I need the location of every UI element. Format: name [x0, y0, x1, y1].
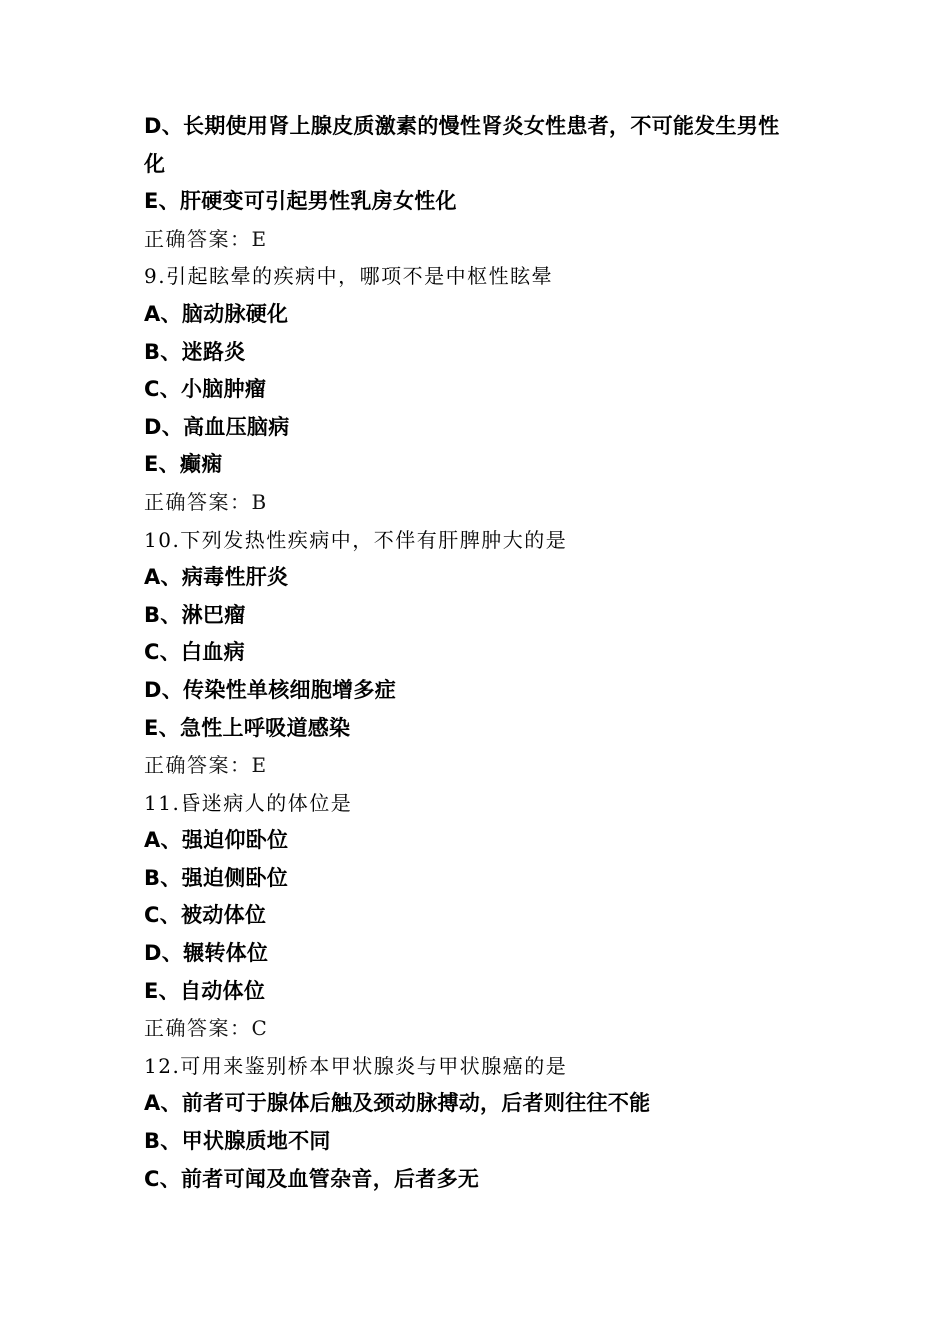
option-c-q11: C、被动体位 [144, 903, 267, 928]
option-c-q12: C、前者可闻及血管杂音，后者多无 [144, 1166, 480, 1191]
option-c-q9: C、小脑肿瘤 [144, 377, 267, 402]
option-b-q12: B、甲状腺质地不同 [144, 1129, 331, 1154]
option-e-q9: E、癫痫 [144, 452, 223, 477]
option-d-q8-line1: D、长期使用肾上腺皮质激素的慢性肾炎女性患者，不可能发生男性 [144, 114, 780, 138]
question-11: 11.昏迷病人的体位是 [144, 790, 353, 815]
document-body [144, 108, 824, 1198]
question-12: 12.可用来鉴别桥本甲状腺炎与甲状腺癌的是 [144, 1053, 568, 1078]
option-b-q9: B、迷路炎 [144, 339, 246, 364]
option-d-q9: D、高血压脑病 [144, 414, 290, 439]
option-d-q10: D、传染性单核细胞增多症 [144, 677, 397, 702]
option-e-q10: E、急性上呼吸道感染 [144, 715, 351, 740]
option-a-q10: A、病毒性肝炎 [144, 565, 289, 590]
option-b-q11: B、强迫侧卧位 [144, 865, 289, 890]
question-10: 10.下列发热性疾病中，不伴有肝脾肿大的是 [144, 527, 568, 552]
option-e-q11: E、自动体位 [144, 978, 266, 1003]
option-d-q8-line2: 化 [144, 151, 166, 176]
option-a-q9: A、脑动脉硬化 [144, 301, 289, 326]
answer-q8: 正确答案：E [144, 226, 268, 251]
option-a-q12: A、前者可于腺体后触及颈动脉搏动，后者则往往不能 [144, 1091, 651, 1116]
answer-q11: 正确答案：C [144, 1016, 269, 1041]
answer-q10: 正确答案：E [144, 753, 268, 778]
question-9: 9.引起眩晕的疾病中，哪项不是中枢性眩晕 [144, 264, 554, 289]
answer-q9: 正确答案：B [144, 489, 268, 514]
option-d-q11: D、辗转体位 [144, 941, 269, 966]
option-a-q11: A、强迫仰卧位 [144, 828, 289, 853]
option-c-q10: C、白血病 [144, 640, 245, 665]
option-e-q8: E、肝硬变可引起男性乳房女性化 [144, 189, 457, 214]
option-b-q10: B、淋巴瘤 [144, 602, 246, 627]
